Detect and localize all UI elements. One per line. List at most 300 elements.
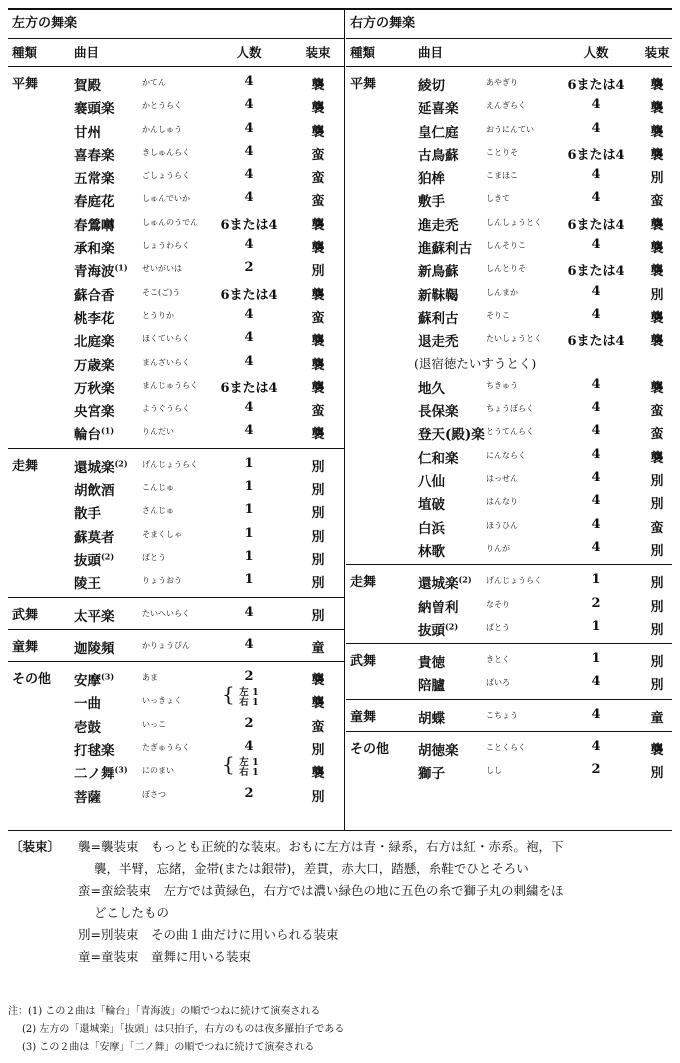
piece-reading: たぎゅうらく: [142, 743, 190, 753]
table-row: [346, 671, 672, 694]
piece-name: 長保楽: [418, 404, 459, 421]
costume-type: 襲: [650, 310, 664, 326]
legend-text: 童=童装束 童舞に用いる装束: [78, 949, 251, 964]
legend-line: [8, 858, 672, 880]
table-row: [8, 374, 344, 397]
count-part: 左 1: [239, 757, 259, 769]
table-row: [8, 666, 344, 689]
piece-name: 新靺鞨: [418, 287, 459, 304]
piece-reading: はんなり: [486, 497, 518, 507]
performer-count: 4: [244, 190, 254, 206]
piece-reading: ごしょうらく: [142, 171, 190, 181]
piece-reading: そまくしゃ: [142, 529, 182, 539]
piece-reading: こまほこ: [486, 171, 518, 181]
category-label: その他: [350, 742, 390, 758]
piece-name: 狛桙: [418, 171, 445, 188]
piece-reading: ちきゅう: [486, 380, 518, 390]
performer-count: 6または4: [220, 380, 278, 396]
category-rows: [346, 67, 672, 564]
table-row: [346, 420, 672, 443]
piece-name: 春鶯囀: [74, 217, 115, 234]
piece-reading: いっきょく: [142, 696, 182, 706]
piece-reading: げんじょうらく: [486, 576, 542, 586]
table-row: [8, 211, 344, 234]
performer-count: 6または4: [220, 287, 278, 303]
performer-count: 4: [591, 237, 601, 253]
category-label: 童舞: [350, 709, 377, 725]
costume-type: 蛮: [311, 147, 325, 163]
piece-name: 納曽利: [418, 599, 459, 616]
header-count: 人数: [236, 45, 262, 60]
table-row: [8, 634, 344, 657]
costume-type: 襲: [311, 78, 325, 93]
costume-type: 襲: [311, 357, 325, 373]
costume-type: 童: [311, 640, 325, 656]
piece-name: 抜頭$^{(2)}$: [74, 551, 115, 569]
piece-name: 林歌: [418, 543, 445, 560]
legend-line: [8, 836, 672, 858]
piece-reading: きしゅんらく: [142, 147, 190, 157]
column-headers: [8, 38, 344, 67]
category-block: [8, 449, 344, 598]
piece-name: 輪台$^{(1)}$: [74, 425, 115, 444]
piece-reading: あやぎり: [486, 78, 518, 87]
category-rows: [8, 67, 344, 448]
piece-name: 北庭楽: [74, 334, 115, 351]
performer-count: 1: [591, 651, 601, 667]
table-row: [346, 537, 672, 560]
costume-type: 童: [650, 710, 664, 726]
category-rows: [346, 565, 672, 643]
costume-type: 蛮: [650, 404, 664, 420]
piece-name: 迦陵頻: [74, 640, 115, 657]
costume-type: 蛮: [650, 194, 664, 210]
costume-type: 襲: [311, 766, 325, 782]
performer-count: 4: [591, 739, 601, 755]
piece-reading: しし: [486, 766, 502, 776]
piece-name: 桃李花: [74, 310, 115, 327]
piece-reading: ばいろ: [486, 678, 510, 688]
performer-count: 4: [591, 400, 601, 416]
piece-name: 万歳楽: [74, 357, 115, 374]
piece-reading: さんじゅ: [142, 506, 174, 516]
performer-count: 2: [244, 785, 254, 801]
piece-name: 新鳥蘇: [418, 264, 459, 281]
performer-count: 1: [591, 572, 601, 588]
table-row: [346, 94, 672, 117]
category-label: 武舞: [12, 607, 39, 623]
performer-count: 1: [244, 479, 254, 495]
performer-count: 4: [244, 400, 254, 416]
piece-reading: きとく: [486, 655, 510, 665]
table-row: [8, 397, 344, 420]
piece-name: 胡蝶: [418, 710, 445, 727]
piece-reading: まんざいらく: [142, 357, 190, 367]
piece-name: 央宮楽: [74, 404, 115, 421]
piece-reading: あま: [142, 673, 158, 683]
costume-type: 蛮: [650, 520, 664, 536]
piece-reading: ぼさつ: [142, 789, 166, 799]
table-row: [346, 187, 672, 210]
piece-reading: しょうわらく: [142, 241, 190, 251]
header-kind: 種類: [350, 45, 376, 60]
performer-count: 4: [591, 446, 601, 462]
footnote: 注：(1) この２曲は「輪台」「青海波」の順でつねに続けて演奏される: [8, 1006, 321, 1017]
table-row: [346, 569, 672, 592]
piece-name: 承和楽: [74, 241, 115, 258]
category-rows: [8, 598, 344, 629]
piece-name: 二ノ舞$^{(3)}$: [74, 764, 128, 783]
table-row: [346, 304, 672, 327]
costume-type: 襲: [311, 217, 325, 233]
table-row: [346, 704, 672, 727]
footnote-mark: (2): [101, 551, 115, 562]
table-row: [346, 234, 672, 257]
performer-count: 6または4: [567, 217, 625, 233]
costume-type: 別: [650, 678, 664, 694]
footnote-mark: (3): [101, 671, 115, 682]
piece-reading: しんとりそ: [486, 264, 526, 274]
performer-count: 2: [244, 669, 254, 685]
header-kind: 種類: [12, 45, 38, 60]
piece-name: 地久: [418, 380, 445, 397]
left-side-table: [8, 10, 344, 830]
performer-count: 2: [591, 762, 601, 778]
costume-type: 別: [650, 576, 664, 592]
piece-name: 仁和楽: [418, 450, 459, 467]
footnote: (2) 左方の「還城楽」「抜頭」は只拍子，右方のものは夜多羅拍子である: [22, 1024, 345, 1035]
piece-reading: えんぎらく: [486, 101, 526, 111]
costume-type: 別: [311, 608, 325, 624]
piece-name: 菩薩: [74, 789, 101, 806]
costume-type: 襲: [311, 124, 325, 140]
performer-count: 4: [591, 706, 601, 722]
table-row: [8, 141, 344, 164]
table-row: [8, 94, 344, 117]
table-row: [8, 164, 344, 187]
category-label: 平舞: [12, 77, 39, 92]
table-row: [346, 759, 672, 782]
piece-reading: ばとう: [142, 552, 166, 562]
right-side-table: [346, 10, 672, 830]
piece-name: 甘州: [74, 124, 101, 141]
header-costume: 装束: [305, 45, 331, 60]
costume-type: 襲: [311, 101, 325, 117]
costume-type: 別: [311, 483, 325, 499]
costume-type: 襲: [650, 78, 664, 93]
performer-count: 4: [591, 283, 601, 299]
table-row: [346, 490, 672, 513]
performer-count: 2: [591, 595, 601, 611]
footnote-mark: (2): [114, 458, 128, 469]
table-row: [346, 736, 672, 759]
piece-name: 皇仁庭: [418, 124, 459, 141]
center-divider: [344, 10, 345, 830]
header-count: 人数: [583, 45, 609, 60]
category-rows: [346, 700, 672, 731]
legend-text: 襲，半臂，忘緒，金帯(または銀帯)，差貫，赤大口，踏懸，糸鞋でひとそろい: [94, 861, 529, 876]
costume-type: 蛮: [311, 194, 325, 210]
performer-count: 4: [591, 190, 601, 206]
legend-label: 〔装束〕: [10, 839, 61, 854]
performer-count: 4: [244, 330, 254, 346]
count-part: 右 1: [239, 767, 259, 779]
piece-reading: かてん: [142, 78, 166, 87]
table-row: [346, 616, 672, 639]
costume-type: 襲: [650, 334, 664, 350]
costume-type: 別: [650, 497, 664, 513]
costume-type: 襲: [311, 380, 325, 396]
piece-name: 還城楽$^{(2)}$: [418, 574, 472, 593]
piece-name: 埴破: [418, 497, 445, 514]
piece-name: 還城楽$^{(2)}$: [74, 458, 128, 476]
piece-name: 太平楽: [74, 608, 115, 625]
performer-count: 6または4: [567, 264, 625, 280]
table-row: [346, 257, 672, 280]
category-block: [346, 700, 672, 732]
piece-reading: ほくていらく: [142, 334, 190, 344]
table-row: [8, 71, 344, 94]
table-row: [346, 164, 672, 187]
performer-count: 4: [244, 306, 254, 322]
piece-name: 胡徳楽: [418, 743, 459, 760]
table-row: [8, 187, 344, 210]
costume-type: 別: [650, 599, 664, 615]
piece-name: 褰頭楽: [74, 101, 115, 118]
piece-name: 万秋楽: [74, 380, 115, 397]
table-row: [346, 444, 672, 467]
category-label: 武舞: [350, 654, 377, 670]
piece-reading: こちょう: [486, 710, 518, 720]
performer-count: [222, 752, 264, 779]
table-row: [8, 569, 344, 592]
performer-count: 4: [244, 74, 254, 89]
piece-name: 八仙: [418, 474, 445, 491]
costume-type: 襲: [650, 124, 664, 140]
piece-reading: しきて: [486, 194, 510, 204]
count-part: 右 1: [239, 697, 259, 709]
piece-name: 白浜: [418, 520, 445, 537]
costume-type: 蛮: [311, 719, 325, 735]
costume-type: 別: [311, 789, 325, 805]
piece-reading: かんしゅう: [142, 124, 182, 134]
costume-type: 別: [650, 766, 664, 782]
costume-type: 別: [311, 506, 325, 522]
piece-name: 蘇莫者: [74, 529, 115, 546]
legend-line: [8, 924, 672, 946]
costume-type: 別: [650, 171, 664, 187]
piece-name: 打毬楽: [74, 743, 115, 760]
footnote-mark: (3): [114, 764, 128, 775]
count-part: 左 1: [239, 687, 259, 699]
performer-count: 4: [591, 516, 601, 532]
performer-count: 4: [591, 120, 601, 136]
table-row: [8, 523, 344, 546]
piece-reading: りんだい: [142, 427, 174, 437]
table-row: [346, 397, 672, 420]
table-row: [8, 736, 344, 759]
performer-count: 6または4: [567, 334, 625, 350]
piece-name: 春庭花: [74, 194, 115, 211]
piece-reading: まんじゅうらく: [142, 380, 198, 390]
category-rows: [346, 644, 672, 699]
piece-name: 陪臚: [418, 678, 445, 695]
piece-reading: しんしょうとく: [486, 217, 542, 227]
piece-reading: ことくらく: [486, 743, 526, 753]
costume-type: 別: [650, 655, 664, 671]
piece-reading: ようぐうらく: [142, 404, 190, 414]
category-rows: [346, 732, 672, 787]
piece-name: 抜頭$^{(2)}$: [418, 621, 459, 639]
piece-name: 進走禿: [418, 217, 459, 234]
performer-count: 4: [591, 167, 601, 183]
piece-name: 古鳥蘇: [418, 147, 459, 164]
table-row: [8, 602, 344, 625]
section-title: 左方の舞楽: [12, 16, 78, 31]
performer-count: 1: [244, 548, 254, 564]
table-row: [8, 257, 344, 280]
category-block: [346, 565, 672, 644]
performer-count: 4: [591, 376, 601, 392]
footnote-mark: (1): [101, 425, 115, 436]
costume-type: 別: [311, 552, 325, 568]
performer-count: 4: [244, 167, 254, 183]
piece-name: 青海波$^{(1)}$: [74, 262, 128, 281]
piece-name: 登天(殿)楽: [418, 427, 485, 444]
table-row: [8, 327, 344, 350]
costume-type: 襲: [650, 264, 664, 280]
performer-count: 4: [244, 739, 254, 755]
costume-type: 襲: [311, 287, 325, 303]
piece-name: 安摩$^{(3)}$: [74, 671, 115, 690]
performer-count: 4: [591, 97, 601, 113]
category-label: その他: [12, 672, 52, 688]
piece-name: 敷手: [418, 194, 445, 211]
costume-type: 別: [311, 576, 325, 592]
legend-line: [8, 902, 672, 924]
brace-icon: {: [222, 682, 235, 707]
category-label: 平舞: [350, 77, 377, 92]
table-row: [346, 593, 672, 616]
table-row: [346, 281, 672, 304]
legend-text: 蛮=蛮絵装束 左方では黄緑色，右方では濃い緑色の地に五色の糸で獅子丸の刺繍をほ: [78, 883, 564, 898]
piece-reading: たいへいらく: [142, 608, 190, 618]
piece-name: 賀殿: [74, 78, 101, 94]
costume-type: 襲: [311, 427, 325, 443]
table-row: [346, 351, 672, 374]
category-block: [8, 67, 344, 449]
legend-text: どこしたもの: [94, 905, 170, 920]
table-row: [8, 476, 344, 499]
piece-name: 進蘇利古: [418, 241, 472, 258]
piece-name: 一曲: [74, 696, 101, 713]
piece-reading: しんそりこ: [486, 241, 526, 251]
category-block: [8, 662, 344, 810]
costume-type: 蛮: [311, 310, 325, 326]
performer-count: 2: [244, 715, 254, 731]
performer-count: 1: [591, 618, 601, 634]
piece-name: 延喜楽: [418, 101, 459, 118]
category-label: 走舞: [12, 458, 39, 474]
piece-reading: ほうひん: [486, 520, 518, 530]
costume-type: 襲: [311, 334, 325, 350]
table-row: [8, 420, 344, 443]
page: [8, 8, 672, 1053]
category-rows: [8, 630, 344, 661]
costume-type: 別: [650, 622, 664, 638]
costume-type: 別: [311, 529, 325, 545]
performer-count: 6または4: [220, 217, 278, 233]
category-block: [346, 732, 672, 787]
table-row: [8, 752, 344, 783]
performer-count: 6または4: [567, 78, 625, 93]
performer-count: 4: [591, 306, 601, 322]
costume-type: 襲: [650, 450, 664, 466]
category-block: [8, 630, 344, 662]
costume-type: 蛮: [650, 427, 664, 443]
piece-name: 獅子: [418, 766, 445, 783]
piece-reading: りんが: [486, 543, 510, 553]
table-row: [8, 304, 344, 327]
table-row: [346, 514, 672, 537]
costume-legend: [8, 836, 672, 968]
piece-reading: かとうらく: [142, 101, 182, 111]
table-row: [8, 682, 344, 713]
performer-count: 4: [244, 423, 254, 439]
footnote-mark: (2): [458, 574, 472, 585]
table-row: [346, 327, 672, 350]
performer-count: 1: [244, 502, 254, 518]
brace-icon: {: [222, 752, 235, 777]
costume-type: 別: [311, 264, 325, 280]
performer-count: 4: [591, 493, 601, 509]
piece-reading: おうにんてい: [486, 124, 534, 134]
costume-type: 蛮: [311, 404, 325, 420]
costume-type: 別: [650, 543, 664, 559]
piece-reading: そりこ: [486, 310, 510, 320]
footnote: (3) この２曲は「安摩」「二ノ舞」の順でつねに続けて演奏される: [22, 1042, 315, 1053]
performer-count: 4: [244, 604, 254, 620]
piece-name: 蘇合香: [74, 287, 115, 304]
piece-reading: かりょうびん: [142, 640, 190, 650]
performer-count: 4: [244, 97, 254, 113]
piece-reading: ちょうぼらく: [486, 404, 534, 414]
category-block: [346, 644, 672, 700]
performer-count: 1: [244, 455, 254, 471]
category-rows: [8, 662, 344, 810]
legend-line: [8, 946, 672, 968]
costume-type: 襲: [311, 673, 325, 689]
performer-count: 4: [244, 237, 254, 253]
bugaku-table: [8, 8, 672, 831]
costume-type: 別: [650, 287, 664, 303]
piece-name: 壱鼓: [74, 719, 101, 736]
piece-reading: げんじょうらく: [142, 459, 198, 469]
performer-count: [222, 682, 264, 709]
table-row: [8, 234, 344, 257]
table-row: [8, 118, 344, 141]
performer-count: 1: [244, 525, 254, 541]
category-rows: [8, 449, 344, 597]
table-row: [346, 118, 672, 141]
footnote-mark: (1): [114, 262, 128, 273]
piece-reading: はっせん: [486, 474, 518, 484]
table-row: [8, 713, 344, 736]
performer-count: 4: [591, 674, 601, 690]
costume-type: 別: [311, 459, 325, 475]
piece-reading: にんならく: [486, 450, 526, 460]
costume-type: 襲: [650, 241, 664, 257]
